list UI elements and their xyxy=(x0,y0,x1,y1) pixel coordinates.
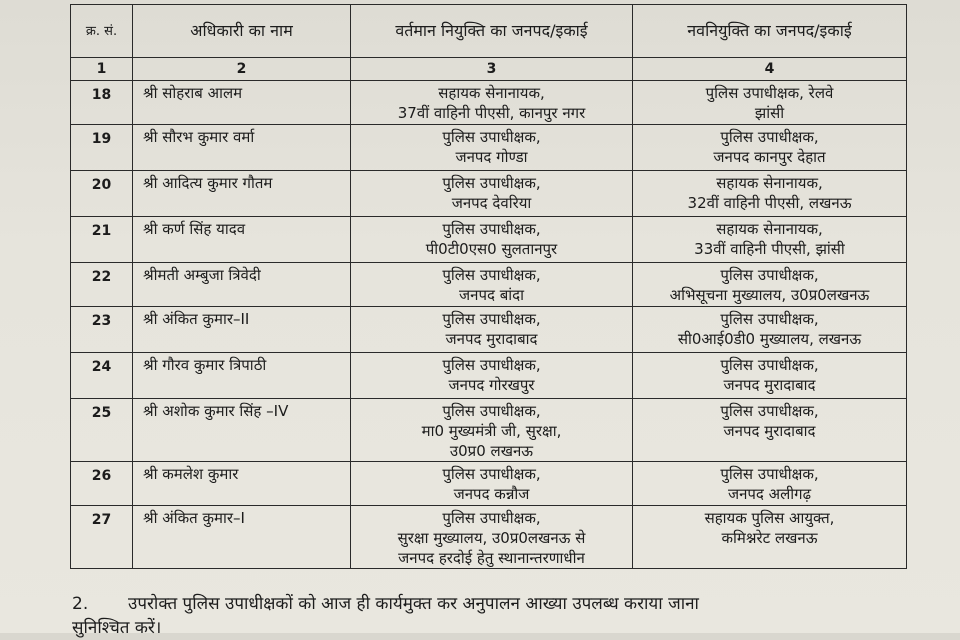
table-row xyxy=(71,81,907,125)
table-row xyxy=(71,506,907,569)
posting-line: जनपद कानपुर देहात xyxy=(713,148,826,166)
current-posting-cell xyxy=(351,125,633,171)
new-posting-cell xyxy=(633,263,907,307)
serial-number-cell: 25 xyxy=(71,399,133,462)
posting-line: पी0टी0एस0 सुलतानपुर xyxy=(425,240,558,258)
current-posting-cell xyxy=(351,353,633,399)
header-current-posting: वर्तमान नियुक्ति का जनपद/इकाई xyxy=(351,5,633,58)
serial-number-cell: 19 xyxy=(71,125,133,171)
new-posting-cell xyxy=(633,462,907,506)
posting-line: पुलिस उपाधीक्षक, xyxy=(442,174,541,192)
paragraph-text: उपरोक्त पुलिस उपाधीक्षकों को आज ही कार्यमुक्त कर अनुपालन आख्या उपलब्ध कराया जाना xyxy=(128,594,699,614)
new-posting-cell xyxy=(633,81,907,125)
current-posting-cell xyxy=(351,307,633,353)
current-posting-cell xyxy=(351,81,633,125)
posting-line: 32वीं वाहिनी पीएसी, लखनऊ xyxy=(687,194,852,212)
current-posting-cell xyxy=(351,462,633,506)
serial-number-cell: 22 xyxy=(71,263,133,307)
posting-line: पुलिस उपाधीक्षक, रेलवे xyxy=(705,84,834,102)
column-number-row xyxy=(71,58,907,81)
officer-name-cell: श्रीमती अम्बुजा त्रिवेदी xyxy=(133,263,351,307)
posting-line: पुलिस उपाधीक्षक, xyxy=(720,128,819,146)
new-posting-cell xyxy=(633,506,907,569)
posting-line: सहायक सेनानायक, xyxy=(716,174,823,192)
posting-line: जनपद गोण्डा xyxy=(455,148,528,166)
new-posting-cell xyxy=(633,217,907,263)
current-posting-cell xyxy=(351,217,633,263)
officer-name-cell: श्री सोहराब आलम xyxy=(133,81,351,125)
officer-name-cell: श्री कमलेश कुमार xyxy=(133,462,351,506)
posting-line: जनपद देवरिया xyxy=(451,194,532,212)
posting-line: सहायक सेनानायक, xyxy=(716,220,823,238)
posting-line: पुलिस उपाधीक्षक, xyxy=(442,266,541,284)
posting-line: पुलिस उपाधीक्षक, xyxy=(442,402,541,420)
serial-number-cell: 23 xyxy=(71,307,133,353)
posting-line: सुरक्षा मुख्यालय, उ0प्र0लखनऊ से xyxy=(397,529,586,547)
header-officer-name: अधिकारी का नाम xyxy=(133,5,351,58)
posting-line: अभिसूचना मुख्यालय, उ0प्र0लखनऊ xyxy=(669,286,870,304)
table-row xyxy=(71,307,907,353)
header-serial: क्र. सं. xyxy=(71,5,133,58)
officer-name-cell: श्री गौरव कुमार त्रिपाठी xyxy=(133,353,351,399)
current-posting-cell xyxy=(351,263,633,307)
posting-line: पुलिस उपाधीक्षक, xyxy=(720,356,819,374)
posting-line: जनपद अलीगढ़ xyxy=(727,485,812,503)
serial-number-cell: 26 xyxy=(71,462,133,506)
column-number: 1 xyxy=(71,58,133,81)
posting-line: सी0आई0डी0 मुख्यालय, लखनऊ xyxy=(677,330,862,348)
column-number: 3 xyxy=(351,58,633,81)
table-body xyxy=(71,81,907,569)
posting-line: जनपद गोरखपुर xyxy=(448,376,535,394)
table-row xyxy=(71,353,907,399)
table-row xyxy=(71,399,907,462)
posting-line: जनपद हरदोई हेतु स्थानान्तरणाधीन xyxy=(398,549,585,567)
officer-name-cell: श्री कर्ण सिंह यादव xyxy=(133,217,351,263)
posting-line: जनपद बांदा xyxy=(458,286,524,304)
table-row xyxy=(71,462,907,506)
serial-number-cell: 27 xyxy=(71,506,133,569)
new-posting-cell xyxy=(633,125,907,171)
paragraph-text-continued: सुनिश्चित करें। xyxy=(72,618,162,638)
officer-name-cell: श्री अशोक कुमार सिंह –IV xyxy=(133,399,351,462)
new-posting-cell xyxy=(633,307,907,353)
table-row xyxy=(71,217,907,263)
new-posting-cell xyxy=(633,399,907,462)
posting-line: कमिश्नरेट लखनऊ xyxy=(721,529,818,547)
new-posting-cell xyxy=(633,171,907,217)
table-row xyxy=(71,263,907,307)
posting-line: झांसी xyxy=(754,104,785,122)
officer-name-cell: श्री आदित्य कुमार गौतम xyxy=(133,171,351,217)
header-row xyxy=(71,5,907,58)
posting-line: पुलिस उपाधीक्षक, xyxy=(442,220,541,238)
serial-number-cell: 18 xyxy=(71,81,133,125)
posting-line: पुलिस उपाधीक्षक, xyxy=(720,266,819,284)
posting-line: उ0प्र0 लखनऊ xyxy=(449,442,534,460)
posting-line: 33वीं वाहिनी पीएसी, झांसी xyxy=(694,240,845,258)
posting-line: 37वीं वाहिनी पीएसी, कानपुर नगर xyxy=(397,104,586,122)
column-number: 4 xyxy=(633,58,907,81)
posting-line: पुलिस उपाधीक्षक, xyxy=(442,465,541,483)
posting-line: पुलिस उपाधीक्षक, xyxy=(720,402,819,420)
posting-line: जनपद मुरादाबाद xyxy=(723,376,816,394)
posting-line: सहायक पुलिस आयुक्त, xyxy=(704,509,835,527)
posting-line: मा0 मुख्यमंत्री जी, सुरक्षा, xyxy=(421,422,562,440)
officer-name-cell: श्री अंकित कुमार–II xyxy=(133,307,351,353)
serial-number-cell: 20 xyxy=(71,171,133,217)
posting-line: सहायक सेनानायक, xyxy=(438,84,545,102)
table-row xyxy=(71,171,907,217)
column-number: 2 xyxy=(133,58,351,81)
paragraph-number: 2. xyxy=(72,594,89,614)
posting-line: जनपद कन्नौज xyxy=(453,485,530,503)
serial-number-cell: 24 xyxy=(71,353,133,399)
posting-line: पुलिस उपाधीक्षक, xyxy=(720,310,819,328)
transfer-table xyxy=(70,4,907,569)
header-new-posting: नवनियुक्ति का जनपद/इकाई xyxy=(633,5,907,58)
posting-line: पुलिस उपाधीक्षक, xyxy=(442,356,541,374)
current-posting-cell xyxy=(351,399,633,462)
posting-line: जनपद मुरादाबाद xyxy=(723,422,816,440)
serial-number-cell: 21 xyxy=(71,217,133,263)
posting-line: पुलिस उपाधीक्षक, xyxy=(442,128,541,146)
posting-line: जनपद मुरादाबाद xyxy=(445,330,538,348)
table-row xyxy=(71,125,907,171)
current-posting-cell xyxy=(351,506,633,569)
new-posting-cell xyxy=(633,353,907,399)
posting-line: पुलिस उपाधीक्षक, xyxy=(720,465,819,483)
posting-line: पुलिस उपाधीक्षक, xyxy=(442,310,541,328)
officer-name-cell: श्री अंकित कुमार–I xyxy=(133,506,351,569)
current-posting-cell xyxy=(351,171,633,217)
officer-name-cell: श्री सौरभ कुमार वर्मा xyxy=(133,125,351,171)
posting-line: पुलिस उपाधीक्षक, xyxy=(442,509,541,527)
